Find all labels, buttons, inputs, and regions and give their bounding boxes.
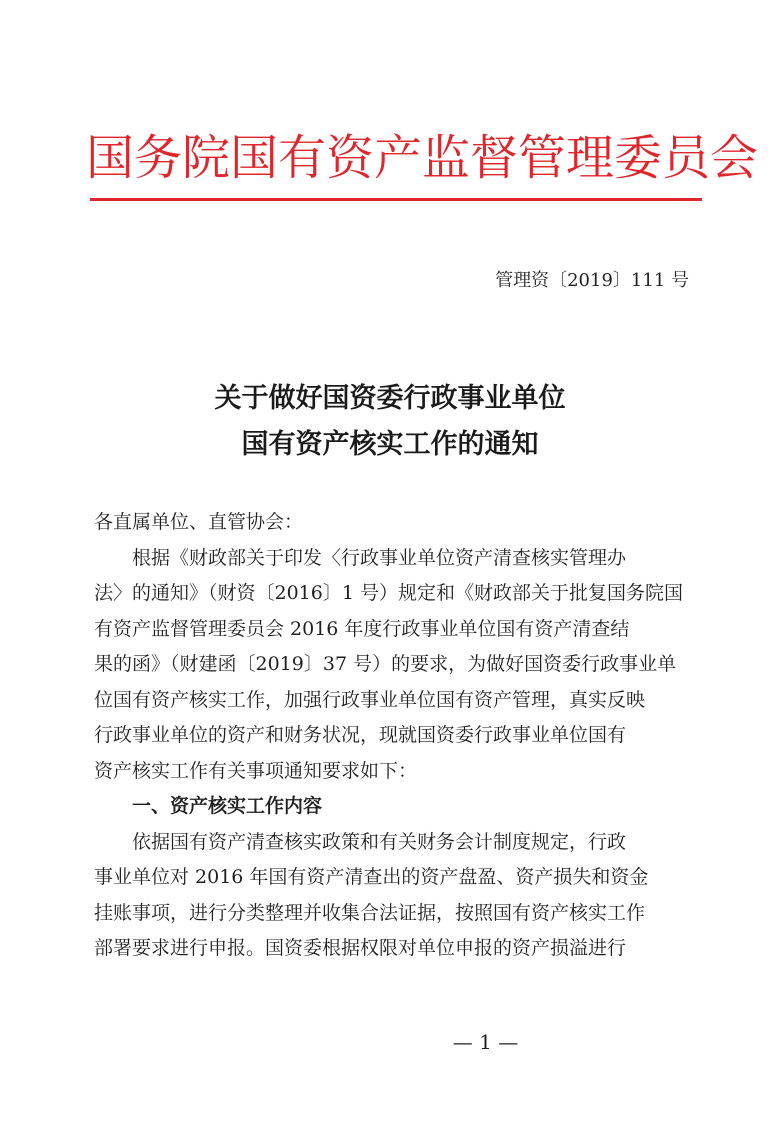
paragraph-1-line: 根据《财政部关于印发〈行政事业单位资产清查核实管理办 <box>132 546 627 569</box>
paragraph-1-line: 资产核实工作有关事项通知要求如下： <box>94 759 418 782</box>
paragraph-2-line: 事业单位对 2016 年国有资产清查出的资产盘盈、资产损失和资金 <box>94 866 649 888</box>
letterhead-organization: 国务院国有资产监督管理委员会 <box>86 130 759 186</box>
salutation: 各直属单位、直管协会： <box>94 511 304 533</box>
section-1-heading: 一、资产核实工作内容 <box>132 795 323 817</box>
paragraph-2-line: 挂账事项，进行分类整理并收集合法证据，按照国有资产核实工作 <box>94 901 646 924</box>
paragraph-1-line: 位国有资产核实工作，加强行政事业单位国有资产管理，真实反映 <box>94 688 646 711</box>
document-title-line-2: 国有资产核实工作的通知 <box>241 429 539 460</box>
document-title-line-1: 关于做好国资委行政事业单位 <box>214 383 566 414</box>
paragraph-1-line: 法〉的通知》（财资〔2016〕1 号）规定和《财政部关于批复国务院国 <box>94 582 683 604</box>
document-body <box>94 505 694 967</box>
document-title <box>90 376 690 468</box>
paragraph-1 <box>94 541 694 790</box>
letterhead-red-rule <box>90 198 702 201</box>
paragraph-2-line: 依据国有资产清查核实政策和有关财务会计制度规定，行政 <box>132 830 627 853</box>
paragraph-1-line: 有资产监督管理委员会 2016 年度行政事业单位国有资产清查结 <box>94 617 630 640</box>
paragraph-1-line: 行政事业单位的资产和财务状况，现就国资委行政事业单位国有 <box>94 724 627 746</box>
paragraph-2-line: 部署要求进行申报。国资委根据权限对单位申报的资产损溢进行 <box>94 937 627 959</box>
paragraph-1-line: 果的函》（财建函〔2019〕37 号）的要求，为做好国资委行政事业单 <box>94 653 677 675</box>
page-number: — 1 — <box>452 1030 519 1054</box>
paragraph-2 <box>94 825 694 967</box>
document-number: 管理资〔2019〕111 号 <box>495 270 689 291</box>
